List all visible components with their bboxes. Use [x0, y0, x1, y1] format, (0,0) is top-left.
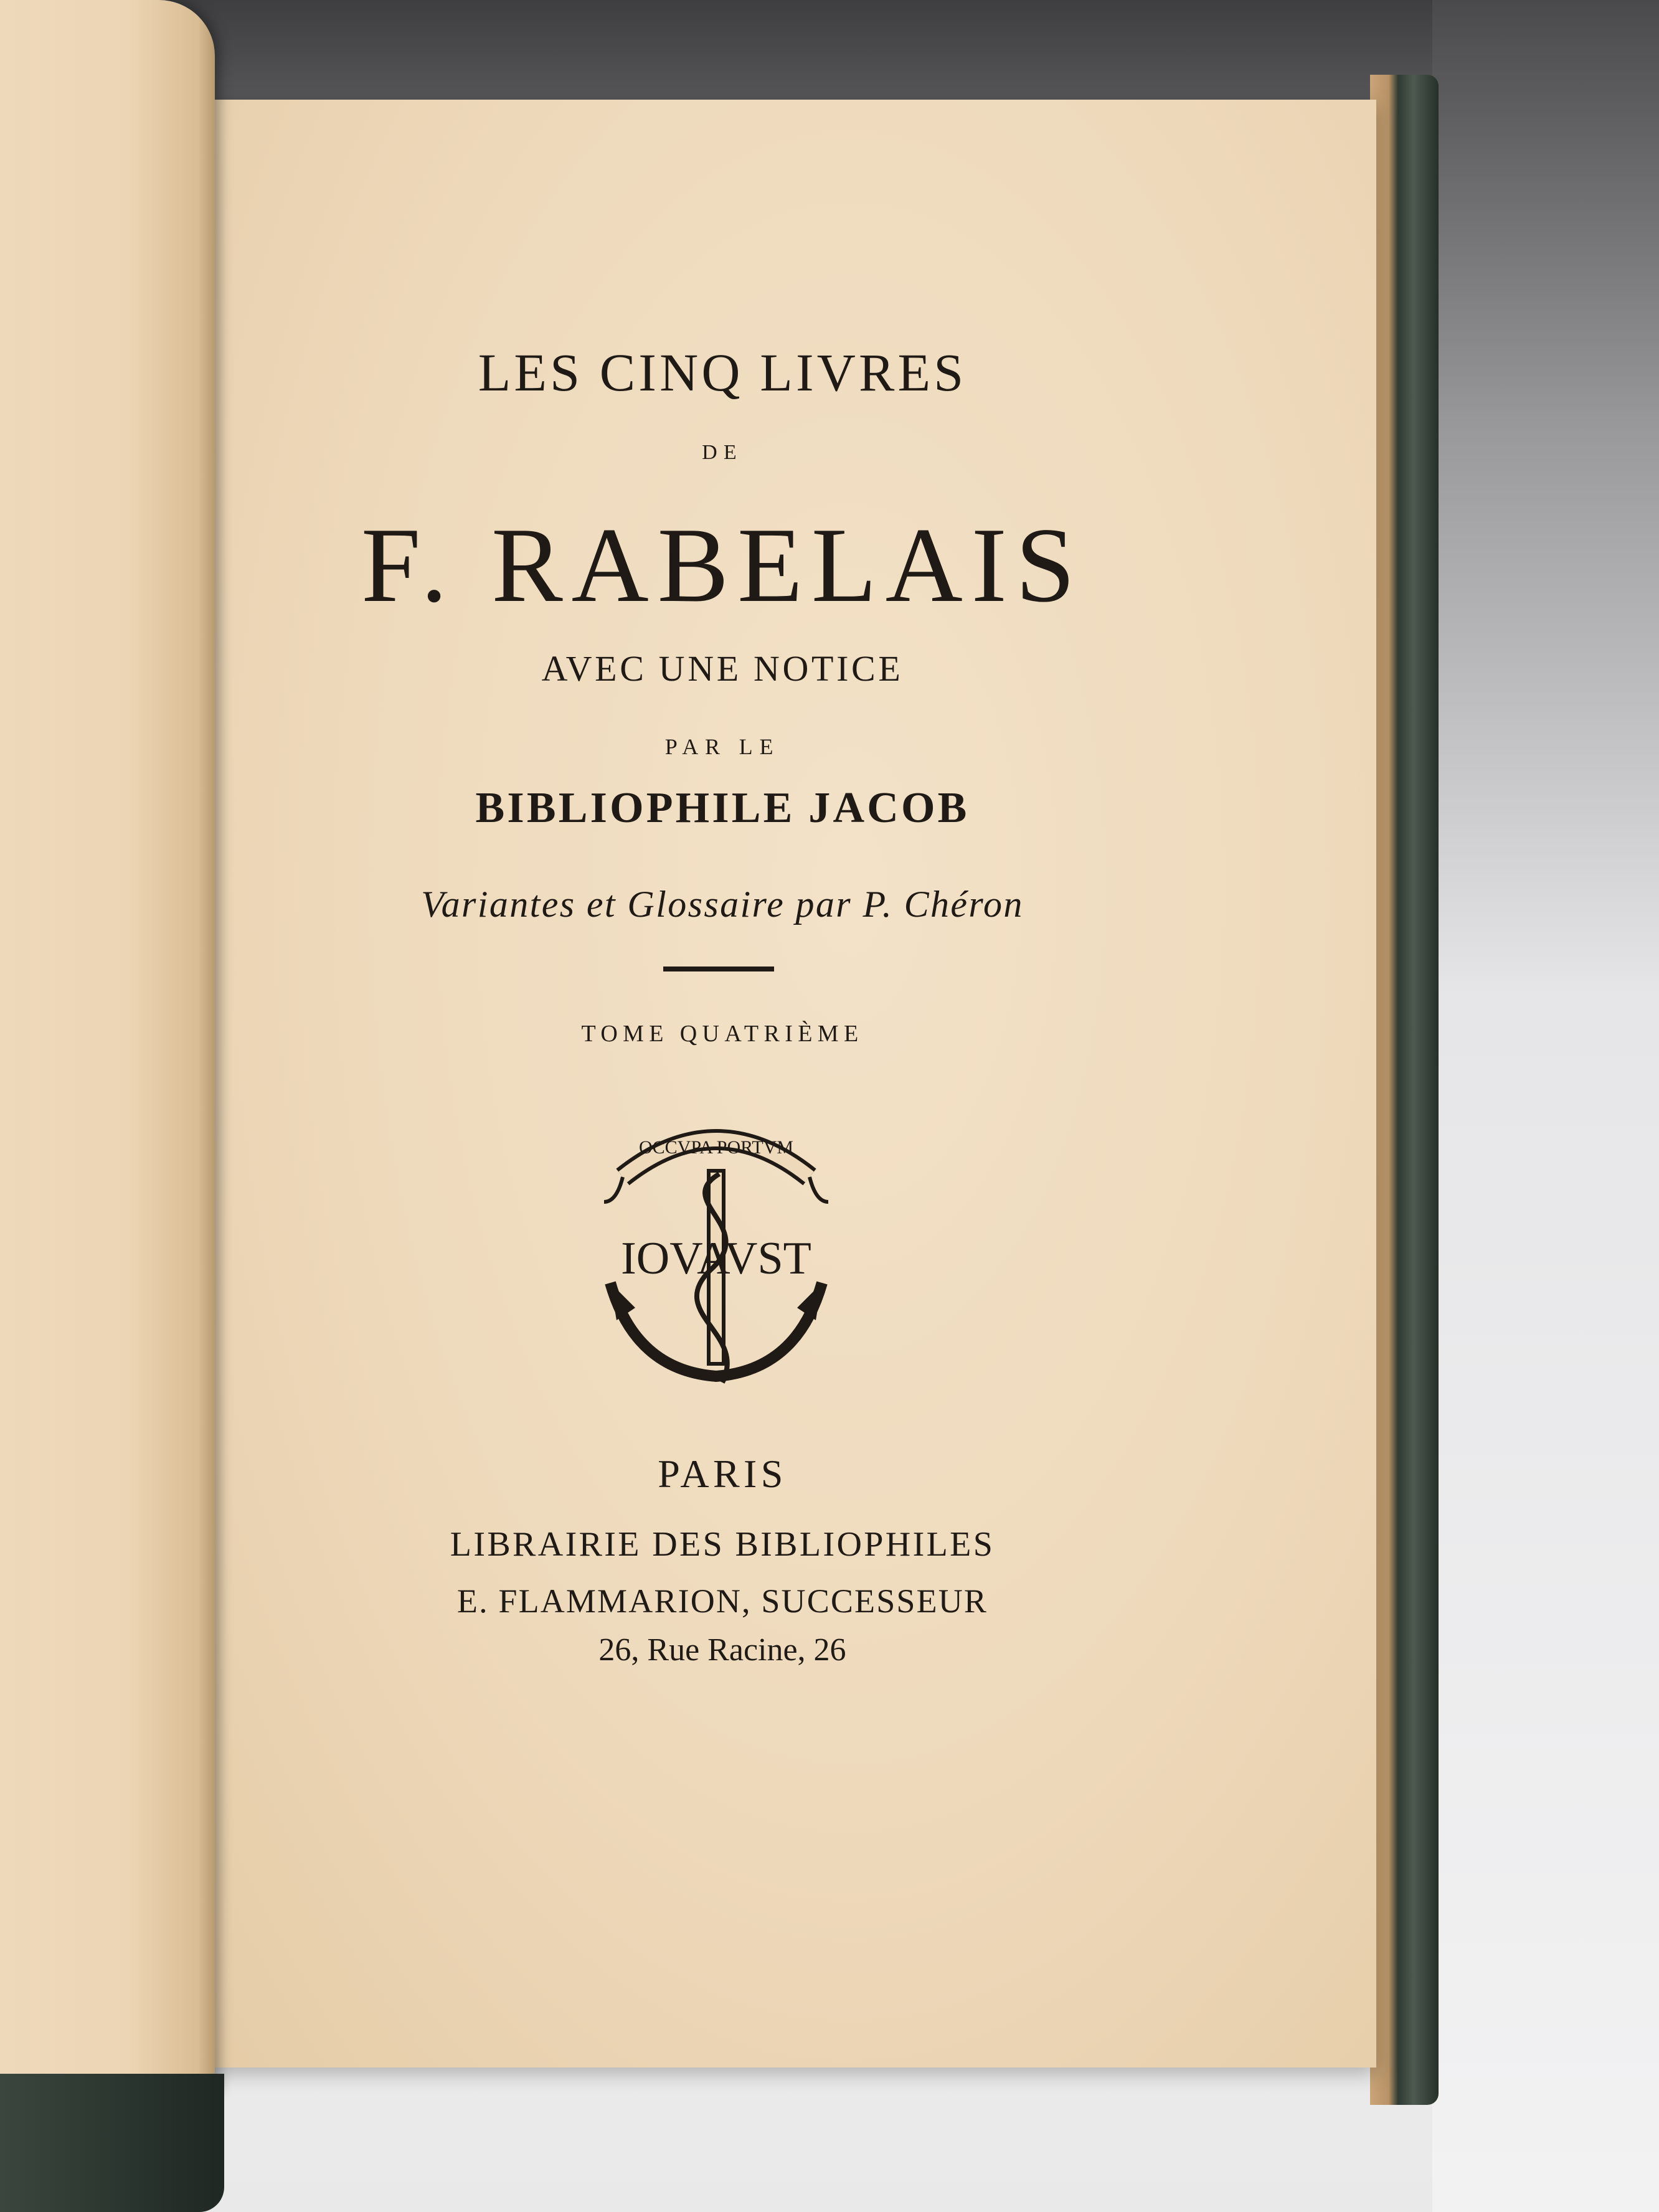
divider-rule — [663, 967, 774, 971]
title-line: LES CINQ LIVRES — [478, 343, 967, 402]
address: 26, Rue Racine, 26 — [598, 1632, 846, 1668]
volume-label: TOME QUATRIÈME — [581, 1021, 864, 1047]
publisher: LIBRAIRIE DES BIBLIOPHILES — [450, 1525, 995, 1564]
anchor-icon — [598, 1108, 834, 1395]
successor: E. FLAMMARION, SUCCESSEUR — [456, 1582, 988, 1620]
city: PARIS — [658, 1452, 787, 1496]
printer-motto: OCCVPA PORTVM — [638, 1137, 794, 1158]
variants-line: Variantes et Glossaire par P. Chéron — [421, 884, 1024, 925]
author-name: F. RABELAIS — [361, 506, 1084, 625]
par-le-text: PAR LE — [664, 734, 780, 759]
book-binding-edge — [1370, 75, 1439, 2105]
left-page — [0, 0, 215, 2092]
editor-name: BIBLIOPHILE JACOB — [475, 784, 970, 832]
printer-name: IOVAVST — [621, 1233, 811, 1284]
de-text: DE — [702, 441, 743, 464]
book-cover-corner — [0, 2074, 224, 2212]
background — [1432, 0, 1659, 2212]
notice-text: AVEC UNE NOTICE — [541, 648, 904, 689]
